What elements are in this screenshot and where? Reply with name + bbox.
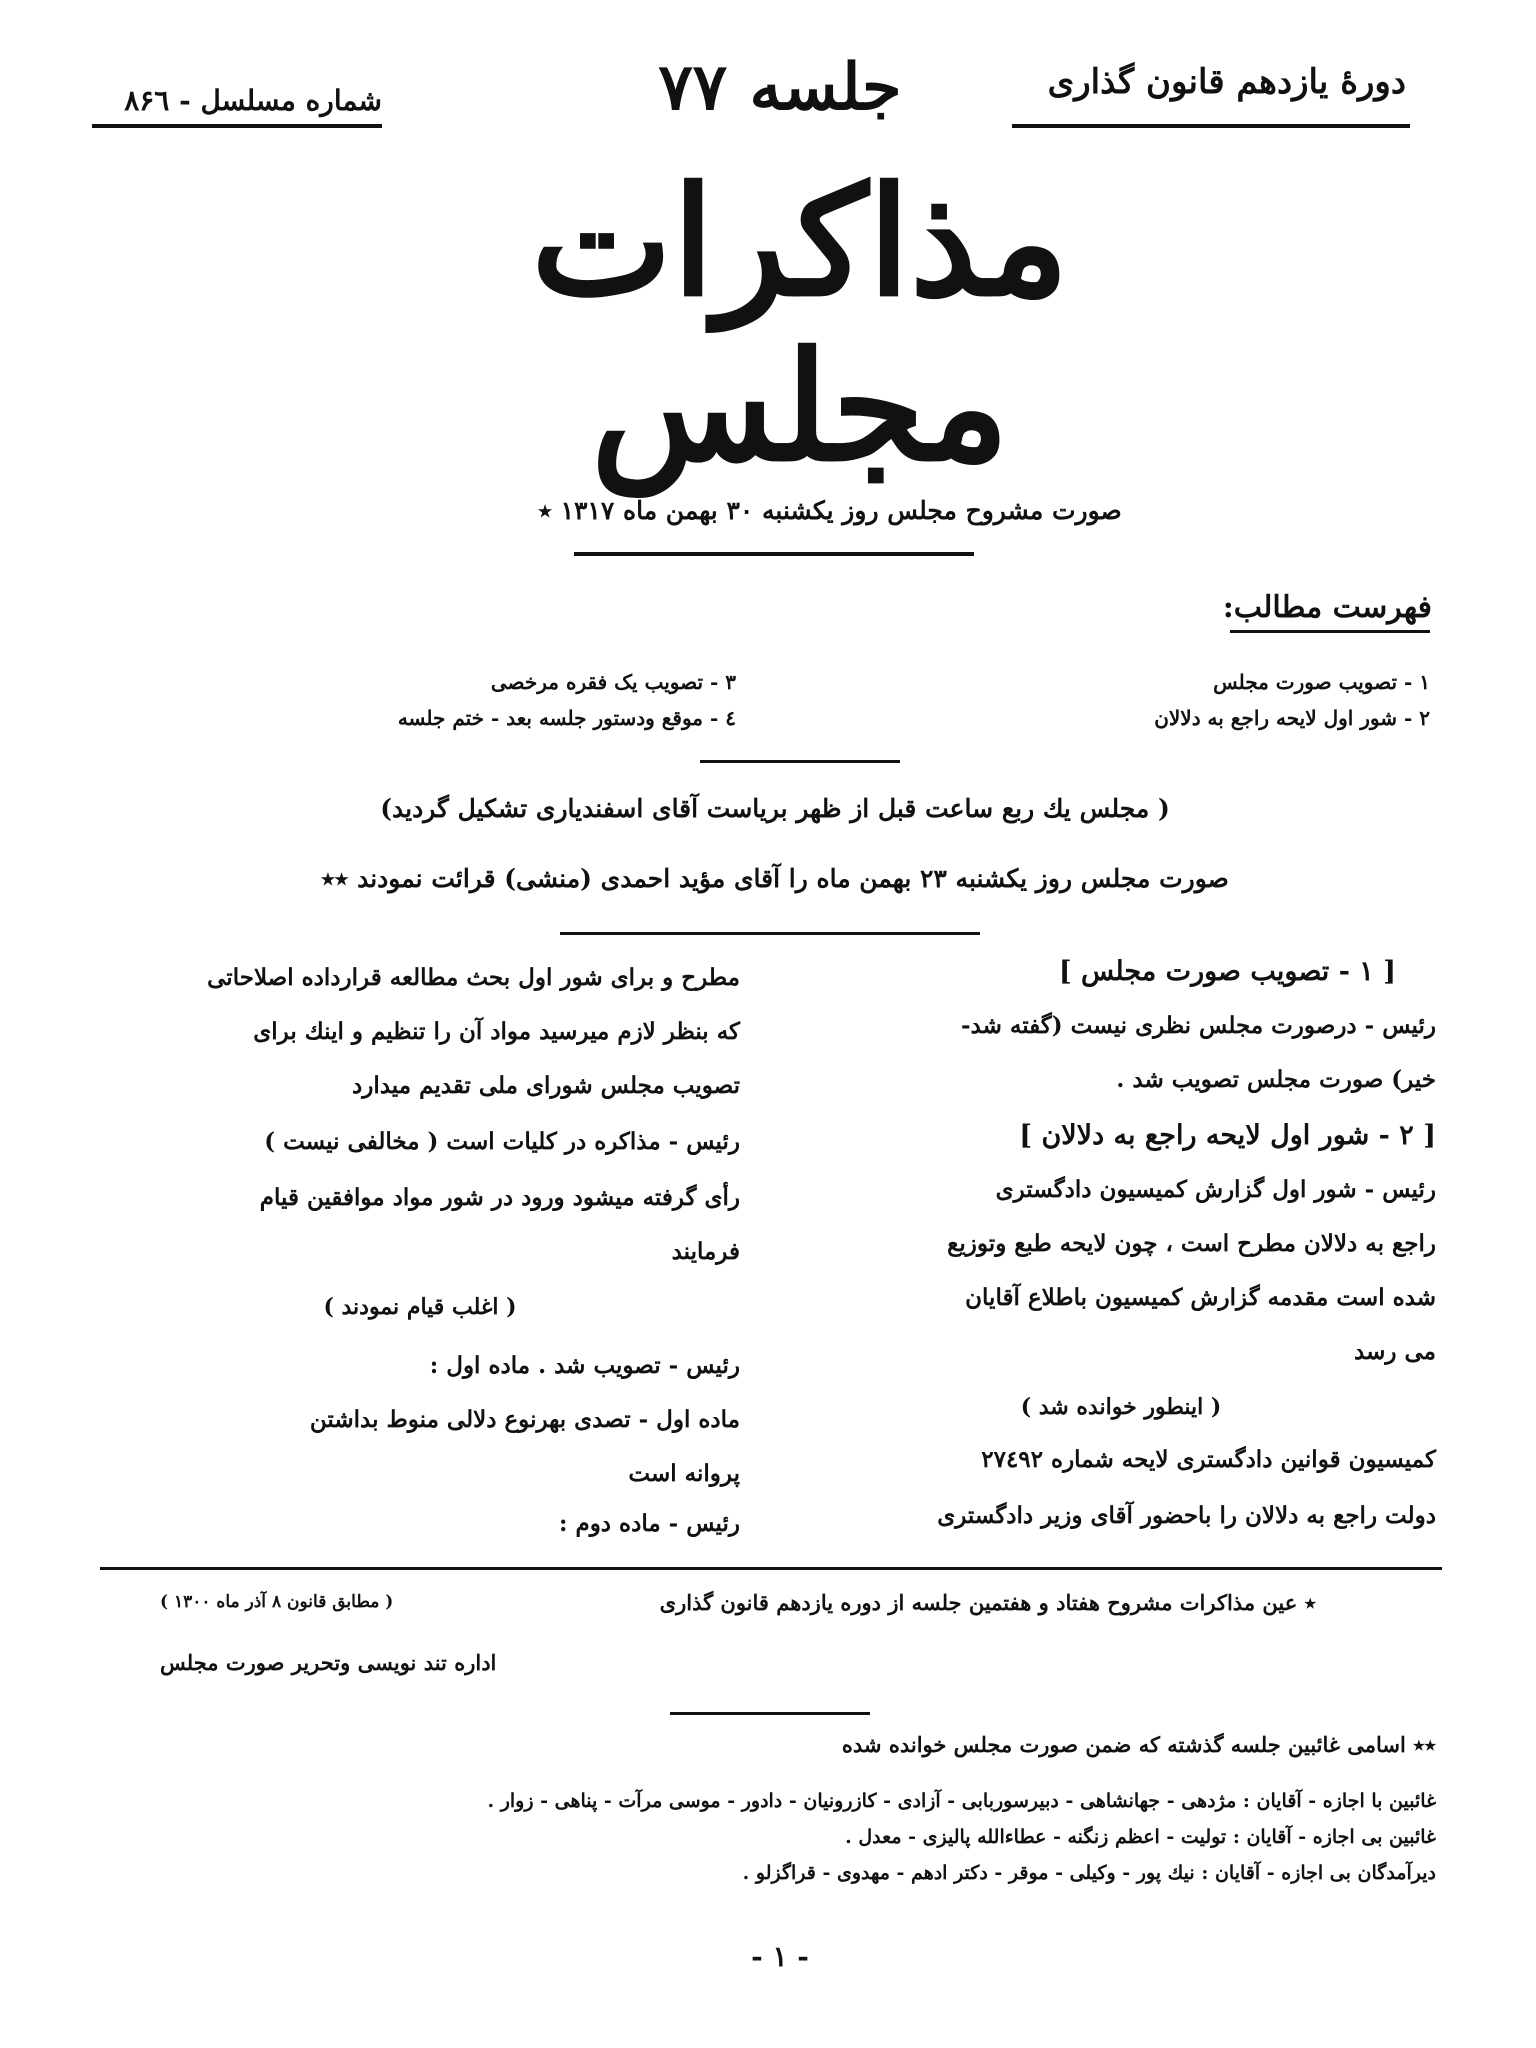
page-divider: [100, 1567, 1442, 1570]
session-number: جلسه ۷۷: [658, 50, 902, 125]
absentees-unexcused: غائبین بی اجازه - آقایان : تولیت - اعظم زنگنه - عطاءالله پالیزی - معدل .: [845, 1826, 1436, 1848]
text-line: رئیس - ماده دوم :: [558, 1510, 740, 1537]
page-subtitle: صورت مشروح مجلس روز یکشنبه ۳۰ بهمن ماه ۱۳۱۷ ٭: [538, 496, 1122, 525]
page-number: - ۱ -: [751, 1940, 809, 1973]
session-period: دورهٔ یازدهم قانون گذاری: [1047, 62, 1406, 102]
latecomers-unexcused: دیرآمدگان بی اجازه - آقایان : نیك پور - وکیلی - موقر - دکتر ادهم - مهدوی - قراگزلو .: [742, 1862, 1436, 1884]
session-formation-note: ( مجلس یك ربع ساعت قبل از ظهر بریاست آقای اسفندیاری تشکیل گردید): [380, 794, 1170, 823]
minutes-read-note: صورت مجلس روز یکشنبه ۲۳ بهمن ماه را آقای مؤید احمدی (منشی) قرائت نمودند ٭٭: [321, 864, 1229, 893]
text-line: راجع به دلالان مطرح است ، چون لایحه طبع وتوزیع: [947, 1230, 1436, 1257]
section-divider: [560, 932, 980, 935]
text-line: رأی گرفته میشود ورود در شور مواد موافقین قیام: [259, 1184, 740, 1211]
heading-approve-minutes: [ ۱ - تصویب صورت مجلس ]: [1058, 956, 1396, 987]
toc-item: ۱ - تصویب صورت مجلس: [1213, 670, 1430, 694]
footnote-star: ٭ عین مذاکرات مشروح هفتاد و هفتمین جلسه از دوره یازدهم قانون گذاری: [659, 1590, 1316, 1615]
text-line: دولت راجع به دلالان را باحضور آقای وزیر دادگستری: [937, 1502, 1436, 1529]
toc-title: فهرست مطالب:: [1222, 590, 1432, 625]
toc-title-underline: [1230, 630, 1430, 633]
text-line: شده است مقدمه گزارش کمیسیون باطلاع آقایان: [965, 1284, 1436, 1311]
text-line: مطرح و برای شور اول بحث مطالعه قرارداده اصلاحاتی: [207, 964, 740, 991]
section-divider: [700, 760, 900, 763]
footnote-date: ( مطابق قانون ۸ آذر ماه ۱۳۰۰ ): [160, 1592, 394, 1612]
toc-item: ٤ - موقع ودستور جلسه بعد - ختم جلسه: [397, 706, 736, 730]
text-line: پروانه است: [628, 1460, 740, 1487]
serial-number: شماره مسلسل - ۸۶٦: [124, 84, 382, 117]
subtitle-underline: [574, 552, 974, 556]
text-line: که بنظر لازم میرسید مواد آن را تنظیم و اینك برای: [253, 1018, 740, 1045]
text-line: ماده اول - تصدی بهرنوع دلالی منوط بداشتن: [309, 1406, 740, 1433]
text-line: رئیس - مذاکره در کلیات است ( مخالفی نیست ): [264, 1128, 740, 1155]
text-line: تصویب مجلس شورای ملی تقدیم میدارد: [351, 1072, 740, 1099]
section-divider: [670, 1712, 870, 1715]
toc-item: ۳ - تصویب یک فقره مرخصی: [490, 670, 736, 694]
text-line: کمیسیون قوانین دادگستری لایحه شماره ۲۷٤۹۲: [981, 1446, 1436, 1473]
toc-item: ۲ - شور اول لایحه راجع به دلالان: [1154, 706, 1430, 730]
absentees-title: ٭٭ اسامی غائبین جلسه گذشته که ضمن صورت مجلس خوانده شده: [841, 1732, 1436, 1757]
serial-number-underline: [92, 124, 382, 128]
text-line: می رسد: [1354, 1338, 1436, 1365]
text-line: رئیس - تصویب شد . ماده اول :: [429, 1352, 740, 1379]
note-read: ( اینطور خوانده شد ): [1020, 1394, 1222, 1420]
text-line: خیر) صورت مجلس تصویب شد .: [1116, 1066, 1436, 1093]
text-line: رئیس - درصورت مجلس نظری نیست (گفته شد-: [960, 1012, 1436, 1039]
absentees-excused: غائبین با اجازه - آقایان : مژدهی - جهانشاهی - دبیرسوربابی - آزادی - کازرونیان - دادور - موسی مرآت - پناهی - زوار .: [487, 1790, 1436, 1812]
heading-brokers-bill: [ ۲ - شور اول لایحه راجع به دلالان ]: [1019, 1120, 1436, 1151]
masthead-title: مذاکرات مجلس: [531, 154, 1069, 495]
text-line: فرمایند: [671, 1238, 740, 1265]
note-stood: ( اغلب قیام نمودند ): [323, 1294, 517, 1320]
session-period-underline: [1012, 124, 1410, 128]
text-line: رئیس - شور اول گزارش کمیسیون دادگستری: [995, 1176, 1436, 1203]
footnote-office: اداره تند نویسی وتحریر صورت مجلس: [160, 1650, 497, 1675]
